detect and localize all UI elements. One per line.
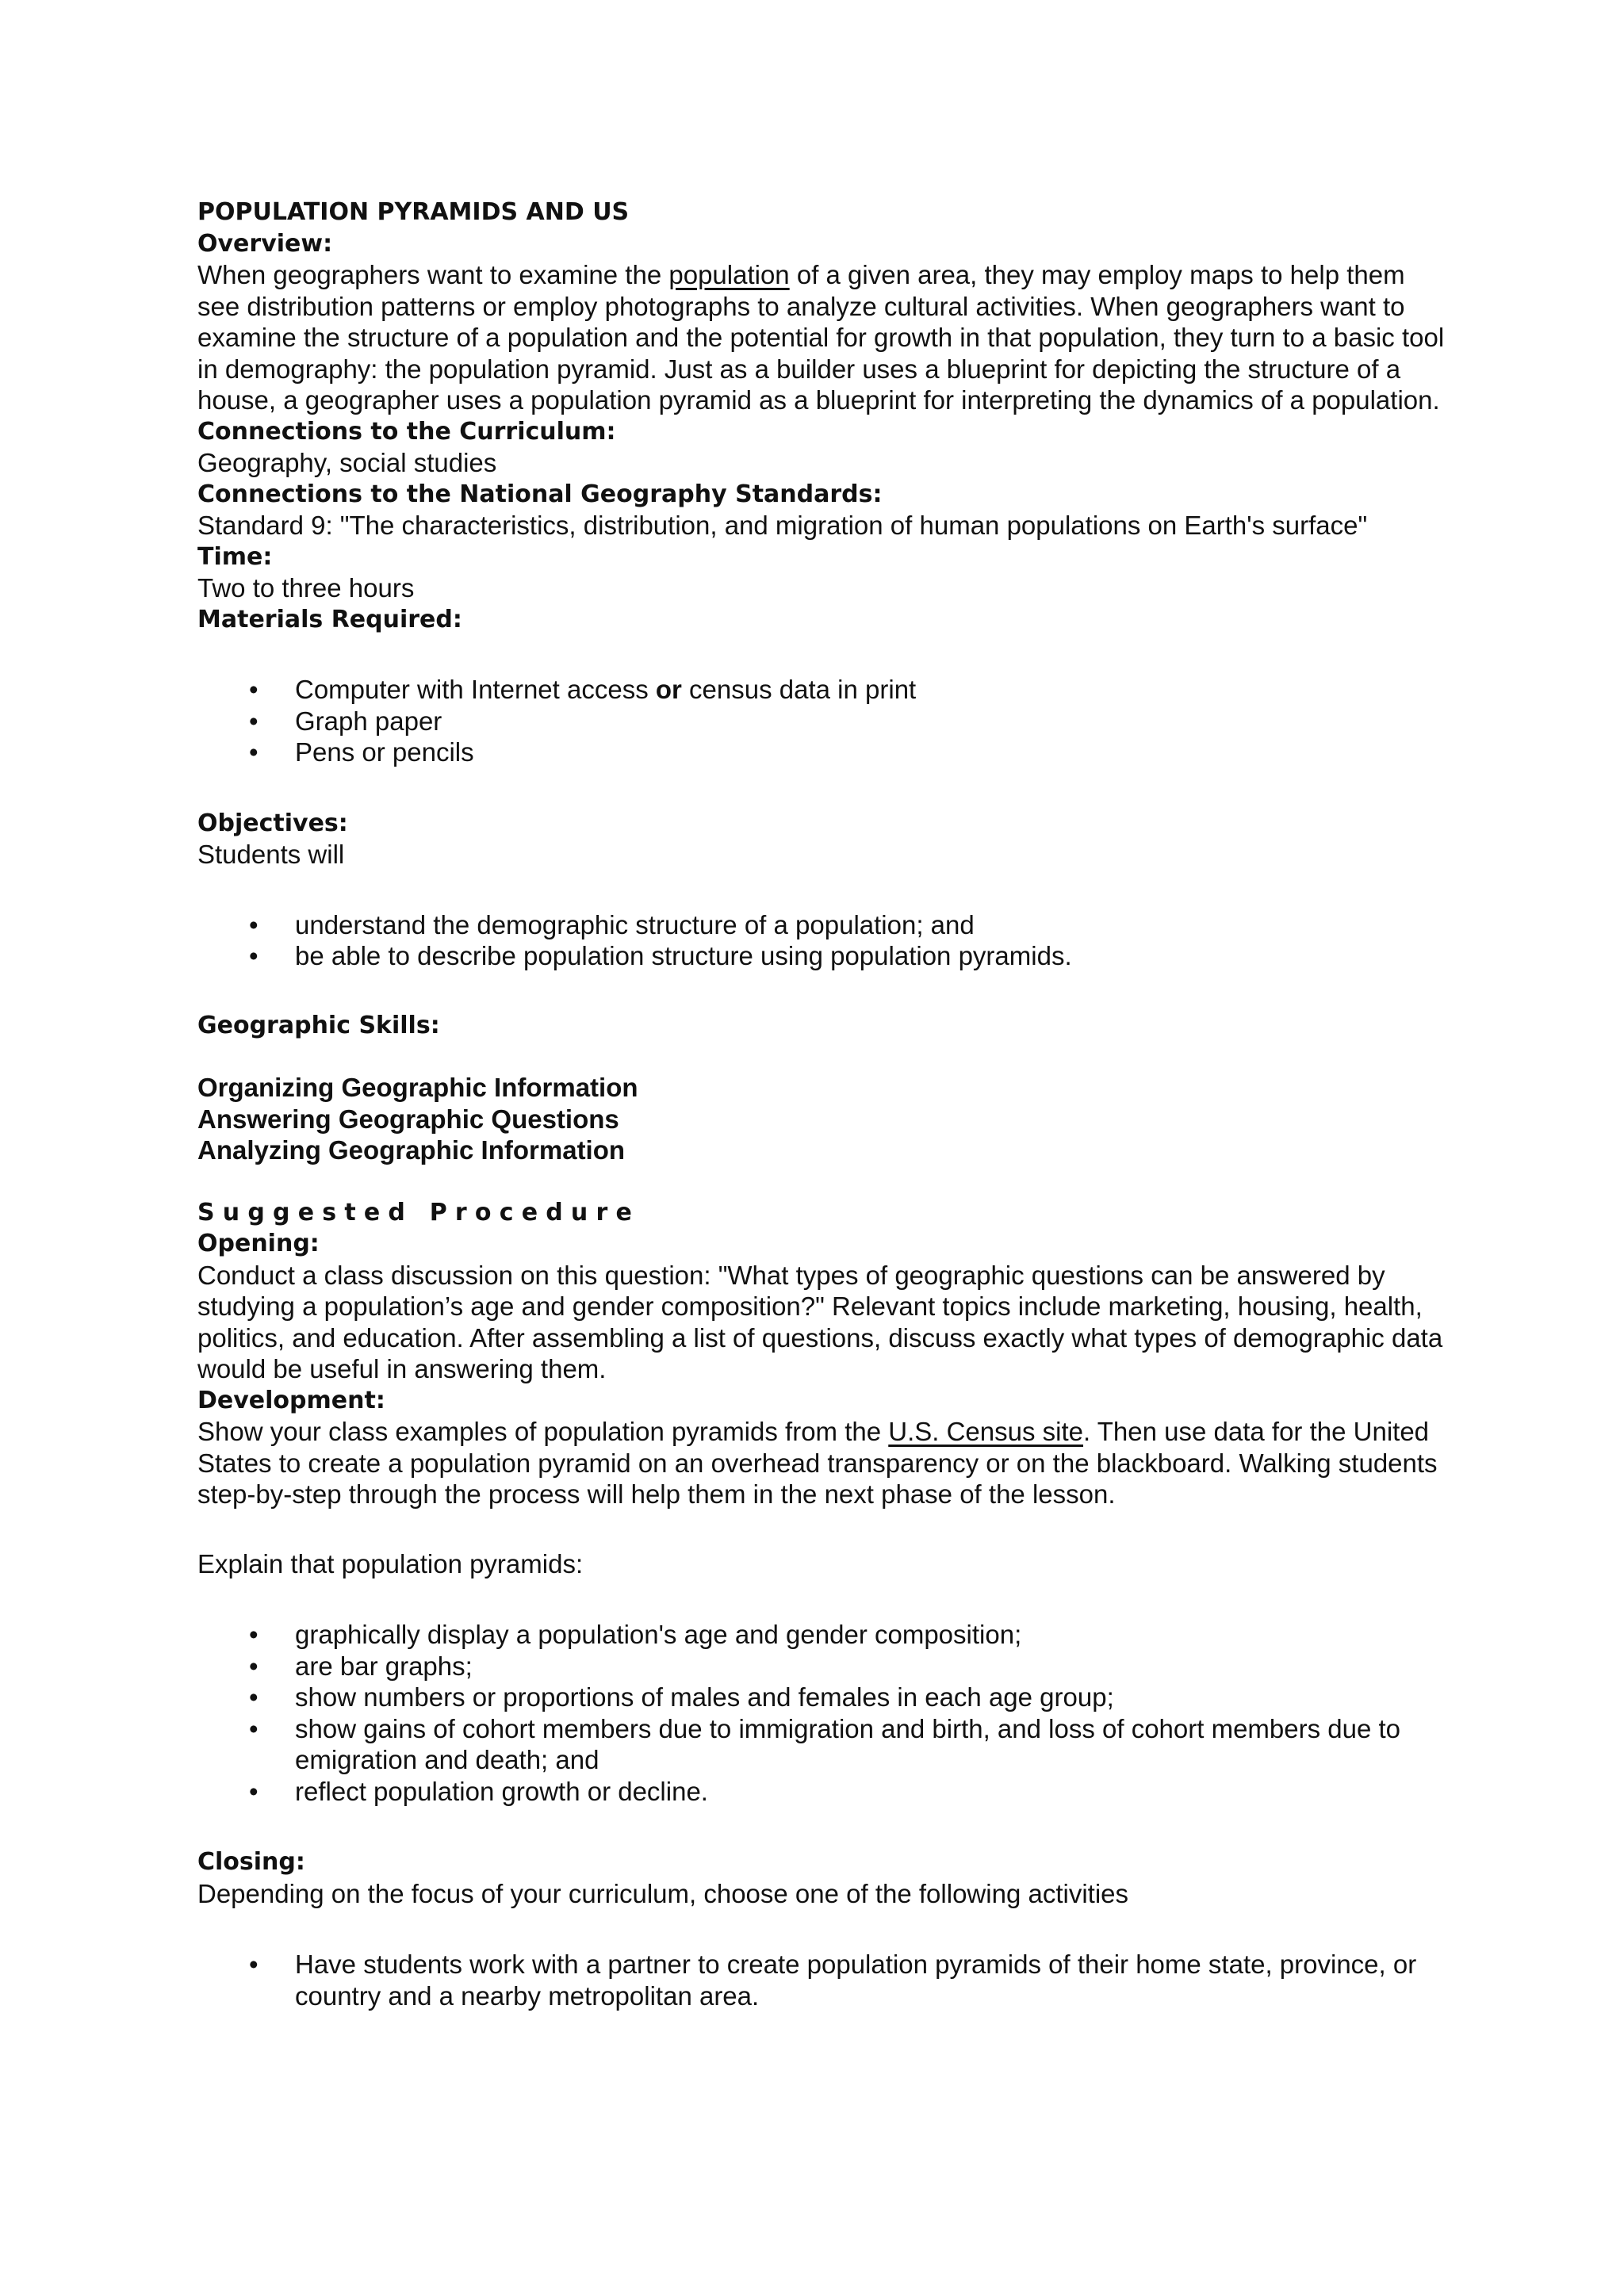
list-item bbox=[197, 1651, 1450, 1682]
explain-item-text: show gains of cohort members due to immigration and birth, and loss of cohort members due to emigration and death; and bbox=[295, 1713, 1401, 1774]
time-heading: Time: bbox=[197, 542, 273, 571]
opening-heading: Opening: bbox=[197, 1230, 320, 1257]
overview-text-after: of a given area, they may employ maps to help them see distribution patterns or employ photographs to analyze cultural activities. When geographers want to examine the structure of a population and the potential for growth in that population, they turn to a basic tool in demography: the population pyramid. Just as a builder uses a blueprint for depicting the structure of a house, a geographer uses a population pyramid as a blueprint for interpreting the dynamics of a population. bbox=[197, 260, 1445, 415]
development-paragraph bbox=[197, 1416, 1450, 1510]
list-item bbox=[197, 1682, 1450, 1713]
curriculum-heading: Connections to the Curriculum: bbox=[197, 417, 616, 446]
objective-item-text: understand the demographic structure of a population; and bbox=[295, 909, 975, 939]
list-item bbox=[197, 909, 1450, 941]
bullet-icon: • bbox=[249, 909, 259, 939]
list-item bbox=[197, 706, 1450, 737]
closing-item-text: Have students work with a partner to create population pyramids of their home state, province, or country and a nearby metropolitan area. bbox=[295, 1950, 1417, 2011]
explain-item-text: reflect population growth or decline. bbox=[295, 1776, 708, 1806]
bullet-icon: • bbox=[249, 1950, 259, 1979]
material-item-text-after: census data in print bbox=[681, 675, 917, 704]
list-item bbox=[197, 737, 1450, 768]
list-item bbox=[197, 1713, 1450, 1776]
materials-heading: Materials Required: bbox=[197, 605, 462, 633]
explain-intro: Explain that population pyramids: bbox=[197, 1548, 584, 1578]
explain-item-text: graphically display a population's age and gender composition; bbox=[295, 1620, 1022, 1649]
bullet-icon: • bbox=[249, 737, 259, 767]
skill-item: Analyzing Geographic Information bbox=[197, 1135, 626, 1165]
objective-item-text: be able to describe population structure using population pyramids. bbox=[295, 941, 1072, 970]
materials-list bbox=[197, 674, 1450, 768]
overview-heading: Overview: bbox=[197, 229, 333, 258]
development-text-before: Show your class examples of population pyramids from the bbox=[197, 1417, 889, 1446]
standards-text: Standard 9: "The characteristics, distribution, and migration of human populations on Earth's surface" bbox=[197, 511, 1368, 540]
list-item bbox=[197, 1776, 1450, 1808]
material-item-text: Graph paper bbox=[295, 706, 442, 736]
list-item bbox=[197, 674, 1450, 706]
census-site-link[interactable]: U.S. Census site bbox=[888, 1417, 1084, 1446]
development-heading: Development: bbox=[197, 1386, 385, 1414]
explain-list bbox=[197, 1619, 1450, 1807]
closing-intro: Depending on the focus of your curriculum, choose one of the following activities bbox=[197, 1878, 1128, 1908]
curriculum-text: Geography, social studies bbox=[197, 448, 497, 477]
bullet-icon: • bbox=[249, 1776, 259, 1806]
bullet-icon: • bbox=[249, 941, 259, 970]
development-text-after: . Then use data for the United States to create a population pyramid on an overhead transparency or on the blackboard. Walking students step-by-step through the process will help them in the next phase of the lesson. bbox=[197, 1417, 1438, 1509]
list-item bbox=[197, 1949, 1450, 2011]
bullet-icon: • bbox=[249, 1620, 259, 1649]
bullet-icon: • bbox=[249, 1713, 259, 1743]
bullet-icon: • bbox=[249, 1682, 259, 1712]
document-page bbox=[197, 197, 1450, 2011]
objectives-intro: Students will bbox=[197, 840, 345, 869]
overview-text-before: When geographers want to examine the bbox=[197, 260, 669, 289]
population-link[interactable]: population bbox=[668, 260, 790, 289]
skills-heading: Geographic Skills: bbox=[197, 1011, 440, 1039]
explain-item-text: are bar graphs; bbox=[295, 1651, 473, 1681]
objectives-list bbox=[197, 909, 1450, 972]
objectives-heading: Objectives: bbox=[197, 809, 348, 837]
closing-heading: Closing: bbox=[197, 1848, 305, 1876]
standards-heading: Connections to the National Geography Standards: bbox=[197, 480, 883, 508]
list-item bbox=[197, 1619, 1450, 1651]
material-item-bold: or bbox=[655, 675, 682, 704]
bullet-icon: • bbox=[249, 675, 259, 704]
procedure-heading: Suggested Procedure bbox=[197, 1198, 641, 1226]
document-title: POPULATION PYRAMIDS AND US bbox=[197, 198, 630, 226]
overview-paragraph bbox=[197, 259, 1450, 416]
skill-item: Organizing Geographic Information bbox=[197, 1073, 638, 1102]
opening-text: Conduct a class discussion on this question: "What types of geographic questions can be answered by studying a population’s age and gender composition?" Relevant topics include marketing, housing, health, politics, and education. After assembling a list of questions, discuss exactly what types of demographic data would be useful in answering them. bbox=[197, 1260, 1443, 1383]
bullet-icon: • bbox=[249, 1651, 259, 1681]
material-item-text: Pens or pencils bbox=[295, 737, 474, 767]
time-text: Two to three hours bbox=[197, 573, 415, 603]
material-item-text-before: Computer with Internet access bbox=[295, 675, 656, 704]
bullet-icon: • bbox=[249, 706, 259, 736]
closing-list bbox=[197, 1949, 1450, 2011]
list-item bbox=[197, 940, 1450, 972]
skill-item: Answering Geographic Questions bbox=[197, 1104, 619, 1134]
explain-item-text: show numbers or proportions of males and females in each age group; bbox=[295, 1682, 1114, 1712]
